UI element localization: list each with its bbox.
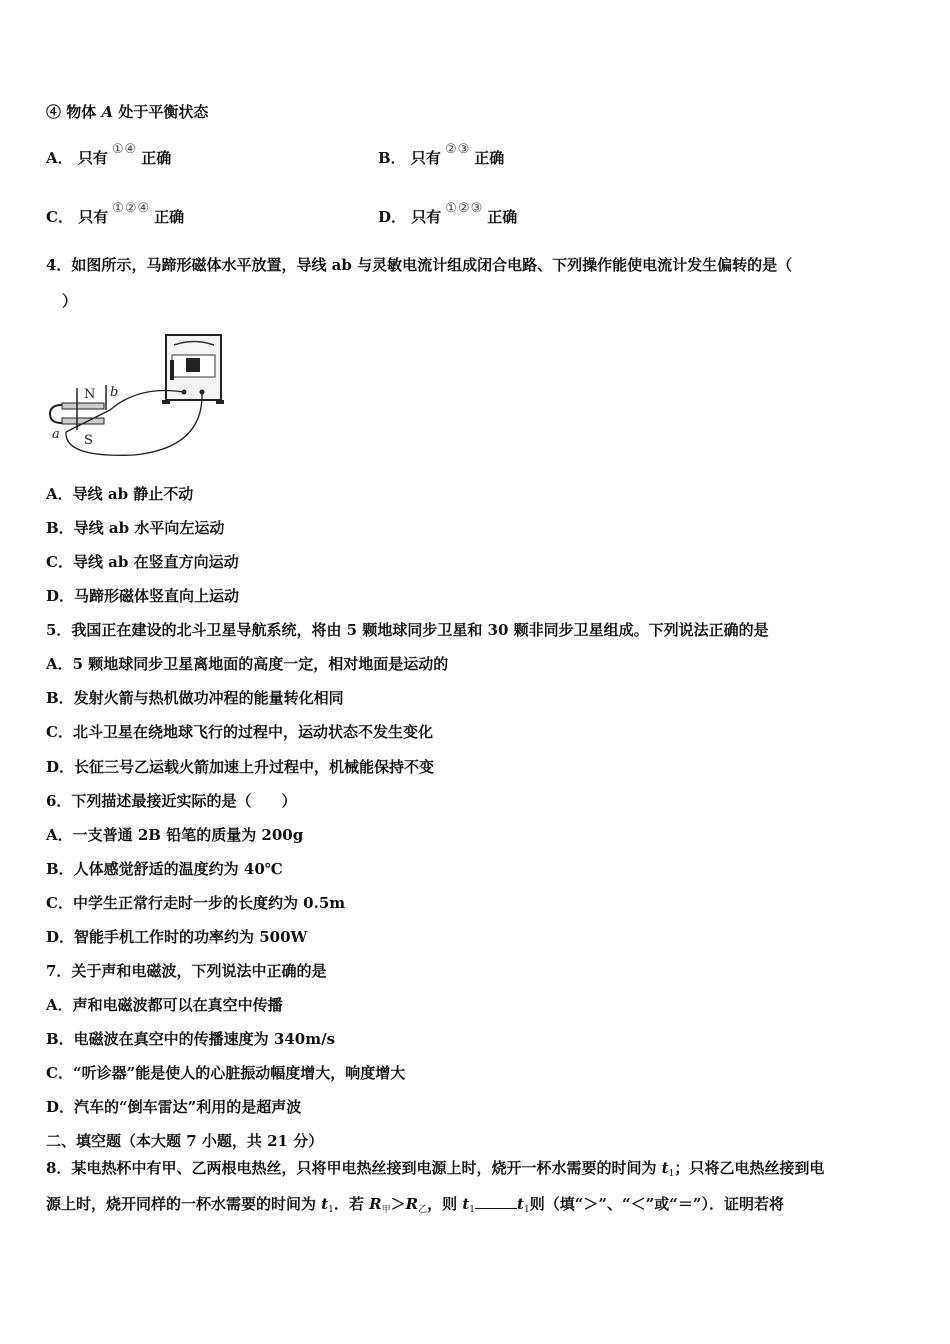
svg-text:a: a [52, 427, 60, 442]
q4-option-b[interactable]: B．导线 ab 水平向左运动 [46, 519, 225, 537]
q4-option-d[interactable]: D．马蹄形磁体竖直向上运动 [46, 587, 240, 605]
statement-4 [46, 102, 208, 122]
q8-text: ；只将乙电热丝接到电 [674, 1159, 825, 1177]
q6-option-a[interactable]: A．一支普通 2B 铅笔的质量为 200g [46, 826, 304, 844]
statement-4-suffix: 处于平衡状态 [113, 103, 209, 121]
var-t: t [517, 1195, 524, 1213]
option-text: 正确 [487, 208, 518, 226]
q5-option-c[interactable]: C．北斗卫星在绕地球飞行的过程中，运动状态不发生变化 [46, 723, 433, 741]
var-sub: 1 [523, 1205, 530, 1215]
option-marks: ①②③ [445, 201, 484, 216]
option-text: 正确 [141, 149, 172, 167]
q5-stem: 5．我国正在建设的北斗卫星导航系统，将由 5 颗地球同步卫星和 30 颗非同步卫星组成。下列说法正确的是 [46, 621, 769, 639]
q8-text: ．若 [333, 1195, 370, 1213]
svg-text:S: S [84, 433, 93, 448]
statement-4-prefix: ④ 物体 [46, 103, 102, 121]
option-text: 只有 [411, 208, 442, 226]
option-marks: ②③ [444, 142, 471, 157]
var-sub: 甲 [381, 1205, 391, 1215]
circuit-diagram-icon [44, 330, 229, 460]
svg-text:N: N [84, 387, 96, 402]
section-heading-fill-blank: 二、填空题（本大题 7 小题，共 21 分） [46, 1132, 324, 1150]
var-sub: 1 [328, 1205, 334, 1215]
var-sub: 1 [469, 1205, 476, 1215]
option-marks: ①④ [111, 142, 138, 157]
q5-option-a[interactable]: A．5 颗地球同步卫星离地面的高度一定，相对地面是运动的 [46, 655, 449, 673]
q7-option-c[interactable]: C．“听诊器”能是使人的心脏振动幅度增大，响度增大 [46, 1064, 406, 1082]
option-text: 正确 [154, 208, 185, 226]
q4-option-a[interactable]: A．导线 ab 静止不动 [46, 485, 194, 503]
option-text: 只有 [78, 208, 109, 226]
q5-option-d[interactable]: D．长征三号乙运载火箭加速上升过程中，机械能保持不变 [46, 758, 435, 776]
option-letter: B． [378, 149, 406, 167]
option-text: 只有 [410, 149, 441, 167]
q8-text: ＞ [390, 1195, 406, 1213]
q8-text: 8．某电热杯中有甲、乙两根电热丝，只将甲电热丝接到电源上时，烧开一杯水需要的时间为 [46, 1159, 662, 1177]
q3-option-b[interactable] [378, 142, 505, 170]
var-t: t [321, 1195, 329, 1213]
q6-option-d[interactable]: D．智能手机工作时的功率约为 500W [46, 928, 308, 946]
q6-option-c[interactable]: C．中学生正常行走时一步的长度约为 0.5m [46, 894, 346, 912]
q7-option-d[interactable]: D．汽车的“倒车雷达”利用的是超声波 [46, 1098, 302, 1116]
q7-option-b[interactable]: B．电磁波在真空中的传播速度为 340m/s [46, 1030, 336, 1048]
var-r: R [369, 1195, 382, 1213]
q6-option-b[interactable]: B．人体感觉舒适的温度约为 40℃ [46, 860, 283, 878]
q4-stem: 4．如图所示，马蹄形磁体水平放置，导线 ab 与灵敏电流计组成闭合电路、下列操作能使电流计发生偏转的是（ [46, 256, 793, 274]
q8-line-2 [46, 1194, 784, 1217]
var-sub: 1 [668, 1169, 675, 1179]
option-letter: D． [378, 208, 407, 226]
q5-option-b[interactable]: B．发射火箭与热机做功冲程的能量转化相同 [46, 689, 344, 707]
option-letter: A． [46, 149, 73, 167]
q4-figure-magnet-galvanometer [44, 330, 229, 460]
q8-text: 源上时，烧开同样的一杯水需要的时间为 [46, 1195, 322, 1213]
q8-text: 则（填“＞”、“＜”或“＝”）．证明若将 [529, 1195, 784, 1213]
var-sub: 乙 [418, 1205, 428, 1215]
q7-option-a[interactable]: A．声和电磁波都可以在真空中传播 [46, 996, 283, 1014]
variable-a: A [101, 103, 114, 121]
q4-option-c[interactable]: C．导线 ab 在竖直方向运动 [46, 553, 239, 571]
q3-option-d[interactable] [378, 201, 518, 229]
var-t: t [661, 1159, 669, 1177]
q3-option-a[interactable] [46, 142, 172, 170]
q8-line-1 [46, 1158, 824, 1181]
var-r: R [405, 1195, 419, 1213]
answer-blank[interactable] [475, 1194, 517, 1209]
option-text: 只有 [77, 149, 108, 167]
q4-stem-close: ） [62, 292, 78, 310]
q6-stem: 6．下列描述最接近实际的是（ ） [46, 792, 297, 810]
var-t: t [462, 1195, 470, 1213]
q8-text: ，则 [427, 1195, 463, 1213]
q3-option-c[interactable] [46, 201, 185, 229]
q7-stem: 7．关于声和电磁波，下列说法中正确的是 [46, 962, 327, 980]
option-marks: ①②④ [112, 201, 151, 216]
option-letter: C． [46, 208, 73, 226]
option-text: 正确 [474, 149, 505, 167]
svg-text:b: b [110, 385, 119, 400]
